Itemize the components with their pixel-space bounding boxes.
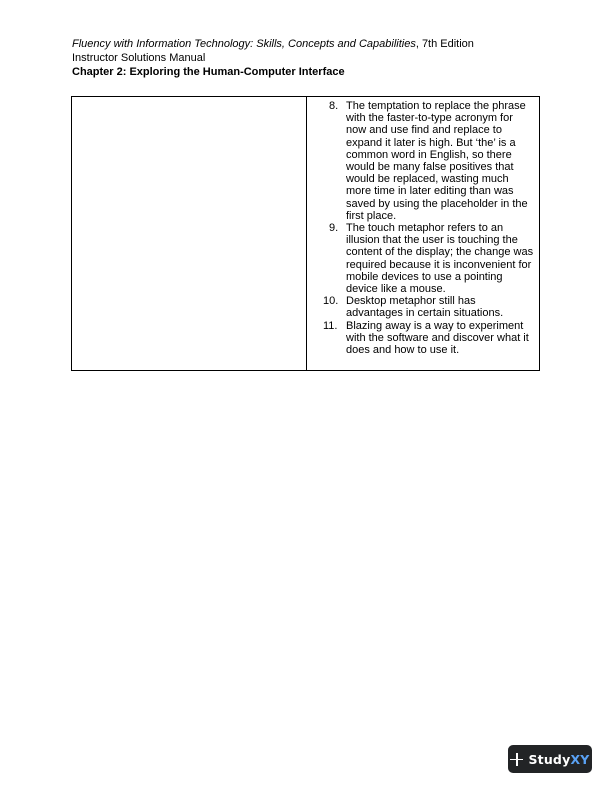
chapter-title: Chapter 2: Exploring the Human-Computer Interface <box>72 66 345 78</box>
answer-list <box>307 100 539 356</box>
brand-name-part2: XY <box>570 751 590 767</box>
studyxy-badge[interactable] <box>508 745 592 773</box>
book-edition: , 7th Edition <box>415 38 474 50</box>
table-cell-right <box>307 97 539 370</box>
page-header <box>72 37 552 79</box>
list-item <box>307 100 539 222</box>
list-item <box>307 295 539 319</box>
list-item <box>307 222 539 295</box>
item-number: 10. <box>323 295 339 308</box>
table-cell-left <box>72 97 307 370</box>
item-number: 9. <box>329 222 339 235</box>
item-text: Blazing away is a way to experiment with the software and discover what it does and how to use it. <box>346 319 529 357</box>
list-item <box>307 320 539 357</box>
item-text: The touch metaphor refers to an illusion that the user is touching the content of the display; the change was required because it is inconvenient for mobile devices to use a pointing device like a mouse. <box>346 222 534 296</box>
item-text: The temptation to replace the phrase with the faster-to-type acronym for now and use find and replace to expand it later is high. But ‘the’ is a common word in English, so there would be many false positives that would be replaced, wasting much more time in later editing than was saved by using the placeholder in the first place. <box>346 100 528 222</box>
item-number: 8. <box>329 100 339 112</box>
item-number: 11. <box>323 319 338 332</box>
brand-name-part1: Study <box>528 751 571 767</box>
answer-table <box>71 96 540 371</box>
plus-icon <box>510 753 523 766</box>
manual-title: Instructor Solutions Manual <box>72 52 206 64</box>
item-text: Desktop metaphor still has advantages in certain situations. <box>346 295 504 320</box>
book-title-line <box>72 37 552 51</box>
brand-logo <box>528 752 589 767</box>
book-title: Fluency with Information Technology: Skills, Concepts and Capabilities <box>72 38 416 50</box>
